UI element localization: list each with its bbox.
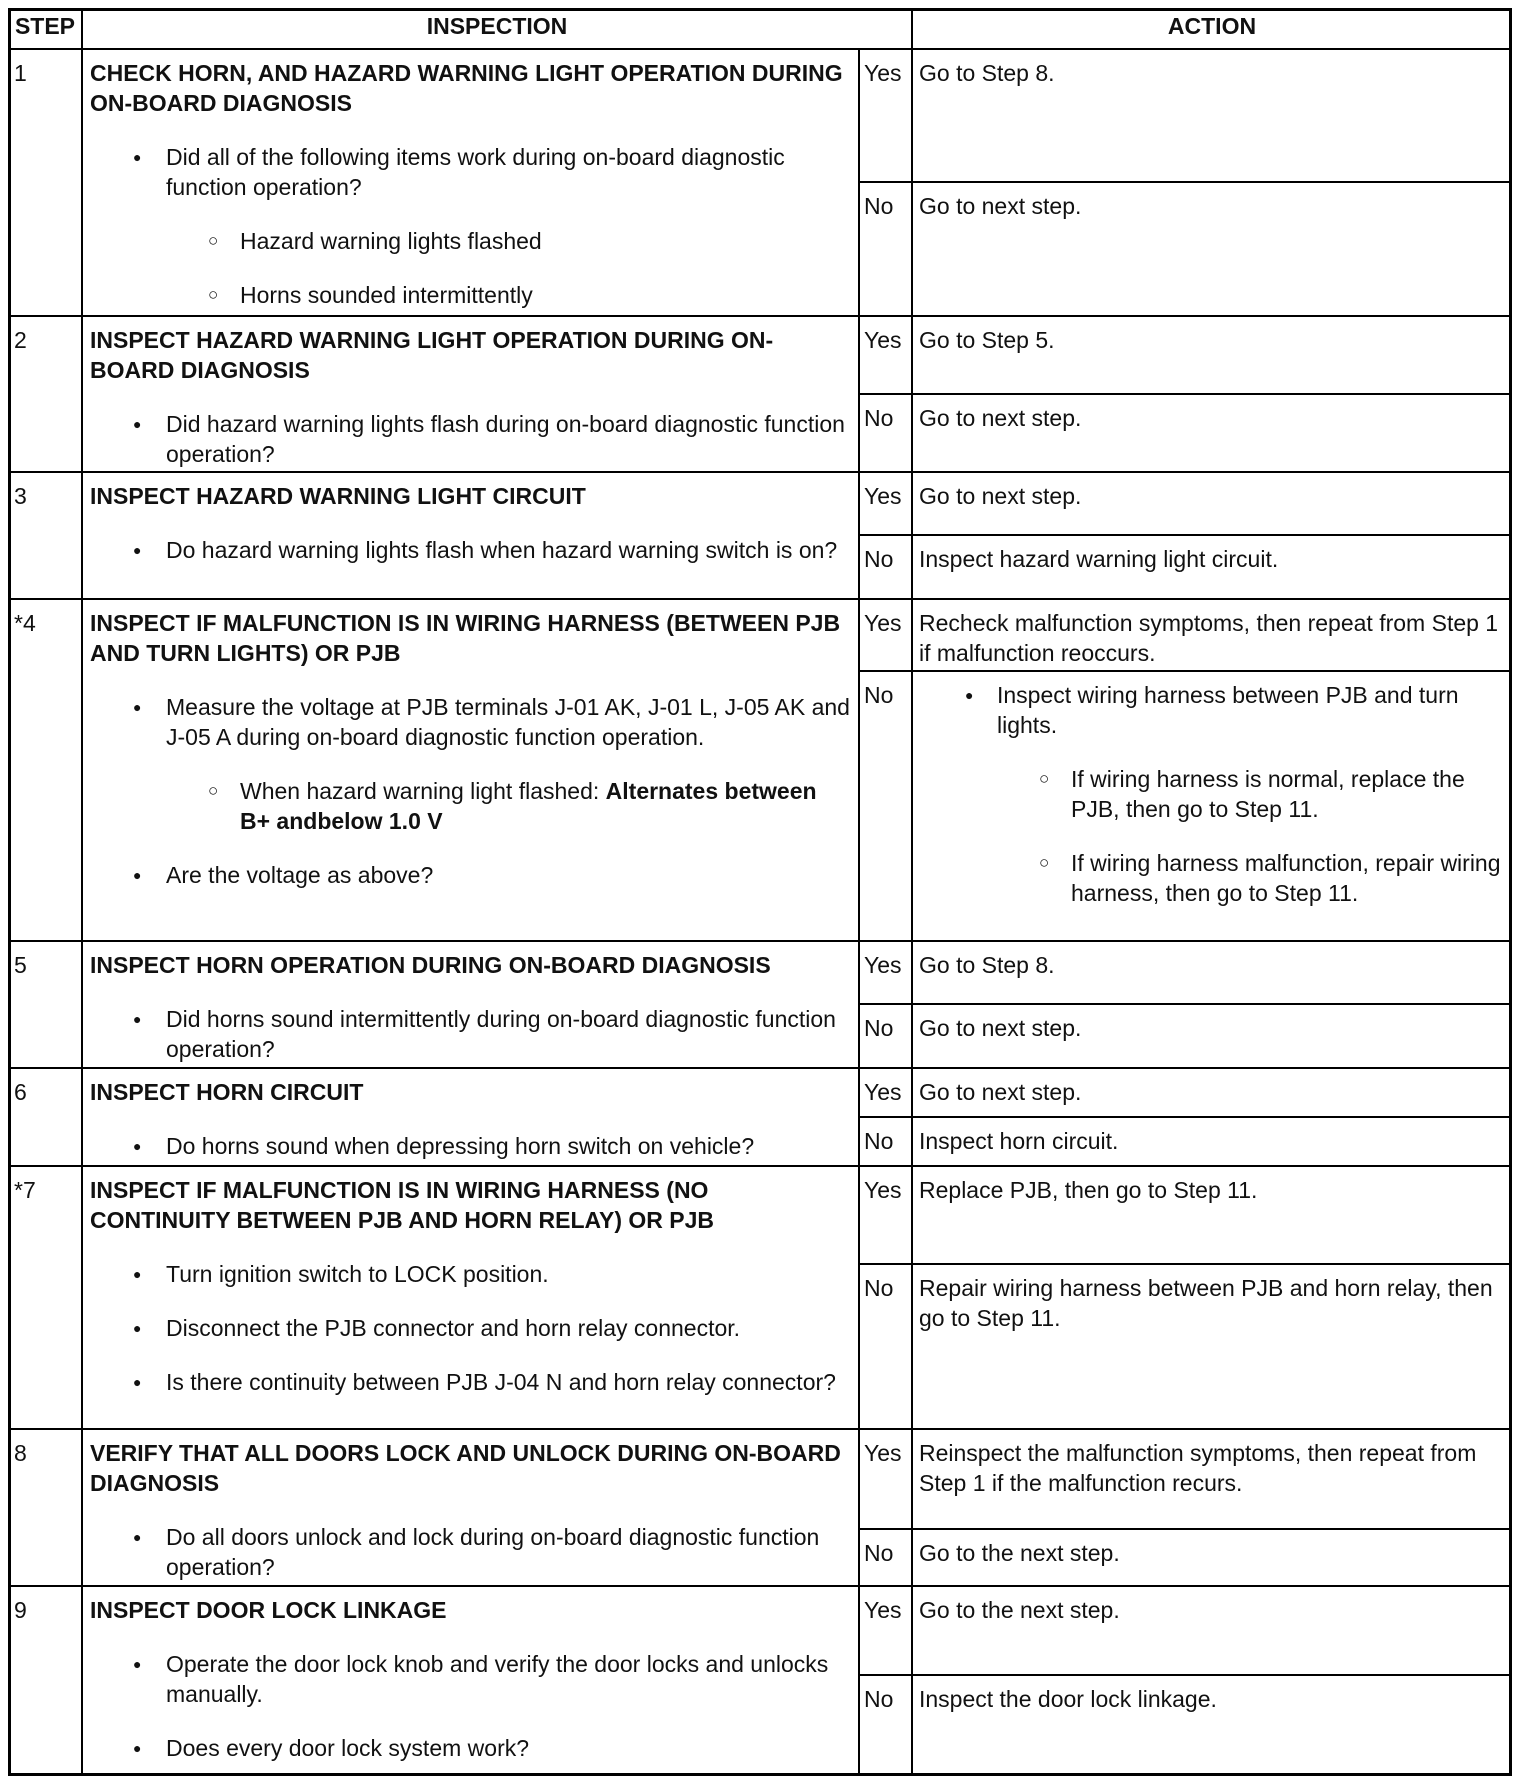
inspection-bullet: ● Is there continuity between PJB J-04 N and horn relay connector? [90, 1367, 850, 1397]
action-sub-bullet: ○ If wiring harness malfunction, repair wiring harness, then go to Step 11. [919, 848, 1506, 908]
inspection-bullet: ● Did all of the following items work during on-board diagnostic function operation? [90, 142, 850, 202]
yes-label: Yes [864, 327, 902, 353]
inspection-bullet: ● Disconnect the PJB connector and horn relay connector. [90, 1313, 850, 1343]
inspection-cell [83, 473, 858, 598]
inspection-title: CHECK HORN, AND HAZARD WARNING LIGHT OPERATION DURING ON-BOARD DIAGNOSIS [90, 60, 843, 116]
yes-label: Yes [864, 1079, 902, 1105]
step-number: *4 [14, 610, 36, 636]
yes-action: Recheck malfunction symptoms, then repeat from Step 1 if malfunction reoccurs. [919, 610, 1499, 666]
yes-action: Replace PJB, then go to Step 11. [919, 1177, 1258, 1203]
inspection-cell [83, 1167, 858, 1428]
inspection-bullet: ● Do hazard warning lights flash when hazard warning switch is on? [90, 535, 850, 565]
yes-action: Go to Step 5. [919, 327, 1055, 353]
step-number: 8 [14, 1440, 27, 1466]
no-action: Go to next step. [919, 193, 1082, 219]
no-action: Go to the next step. [919, 1540, 1120, 1566]
step-number: 3 [14, 483, 27, 509]
sub-bullet-bold-value: Alternates between B+ andbelow 1.0 V [240, 778, 817, 834]
header-action: ACTION [1167, 13, 1257, 39]
inspection-cell [83, 942, 858, 1067]
step-number: *7 [14, 1177, 36, 1203]
diagnostic-table [8, 8, 1512, 1776]
no-label: No [864, 546, 894, 572]
no-label: No [864, 1015, 894, 1041]
inspection-title: INSPECT HAZARD WARNING LIGHT CIRCUIT [90, 483, 586, 509]
yes-action: Go to Step 8. [919, 952, 1055, 978]
no-action: Go to next step. [919, 1015, 1082, 1041]
inspection-title: INSPECT HORN OPERATION DURING ON-BOARD DIAGNOSIS [90, 952, 771, 978]
no-label: No [864, 1540, 894, 1566]
action-sub-bullet: ○ If wiring harness is normal, replace the PJB, then go to Step 11. [919, 764, 1506, 824]
inspection-cell [83, 1069, 858, 1165]
inspection-bullet: ● Do all doors unlock and lock during on-board diagnostic function operation? [90, 1522, 850, 1582]
inspection-title: INSPECT HORN CIRCUIT [90, 1079, 364, 1105]
inspection-bullet: ● Operate the door lock knob and verify the door locks and unlocks manually. [90, 1649, 850, 1709]
no-action: Inspect horn circuit. [919, 1128, 1119, 1154]
inspection-bullet: ● Does every door lock system work? [90, 1733, 850, 1763]
yes-action: Go to next step. [919, 483, 1082, 509]
no-action: Go to next step. [919, 405, 1082, 431]
inspection-title: INSPECT IF MALFUNCTION IS IN WIRING HARNESS (BETWEEN PJB AND TURN LIGHTS) OR PJB [90, 610, 841, 666]
header-step: STEP [14, 13, 76, 39]
step-number: 6 [14, 1079, 27, 1105]
no-label: No [864, 193, 894, 219]
step-number: 1 [14, 60, 27, 86]
sub-bullet-text: When hazard warning light flashed: [240, 778, 606, 804]
inspection-title: INSPECT HAZARD WARNING LIGHT OPERATION DURING ON-BOARD DIAGNOSIS [90, 327, 774, 383]
inspection-bullet: ● Did hazard warning lights flash during on-board diagnostic function operation? [90, 409, 850, 469]
inspection-bullet: ● Measure the voltage at PJB terminals J-01 AK, J-01 L, J-05 AK and J-05 A during on-board diagnostic function operation. [90, 692, 850, 752]
no-label: No [864, 682, 894, 708]
inspection-cell [83, 1430, 858, 1585]
no-action: Repair wiring harness between PJB and horn relay, then go to Step 11. [919, 1275, 1493, 1331]
header-inspection: INSPECTION [426, 13, 568, 39]
yes-label: Yes [864, 610, 902, 636]
no-action [913, 672, 1512, 940]
inspection-bullet: ● Turn ignition switch to LOCK position. [90, 1259, 850, 1289]
no-label: No [864, 405, 894, 431]
inspection-bullet: ● Do horns sound when depressing horn switch on vehicle? [90, 1131, 850, 1161]
yes-label: Yes [864, 1440, 902, 1466]
inspection-cell [83, 1587, 858, 1774]
inspection-title: INSPECT DOOR LOCK LINKAGE [90, 1597, 447, 1623]
no-label: No [864, 1128, 894, 1154]
yes-action: Reinspect the malfunction symptoms, then repeat from Step 1 if the malfunction recurs. [919, 1440, 1477, 1496]
yes-label: Yes [864, 952, 902, 978]
inspection-cell [83, 600, 858, 940]
no-label: No [864, 1686, 894, 1712]
inspection-sub-bullet: ○ Horns sounded intermittently [90, 280, 850, 310]
yes-label: Yes [864, 60, 902, 86]
no-action: Inspect hazard warning light circuit. [919, 546, 1279, 572]
no-label: No [864, 1275, 894, 1301]
yes-label: Yes [864, 483, 902, 509]
yes-label: Yes [864, 1177, 902, 1203]
inspection-cell [83, 50, 858, 315]
yes-action: Go to the next step. [919, 1597, 1120, 1623]
action-bullet: ● Inspect wiring harness between PJB and turn lights. [919, 680, 1506, 740]
inspection-bullet: ● Are the voltage as above? [90, 860, 850, 890]
no-action: Inspect the door lock linkage. [919, 1686, 1217, 1712]
yes-label: Yes [864, 1597, 902, 1623]
inspection-bullet: ● Did horns sound intermittently during on-board diagnostic function operation? [90, 1004, 850, 1064]
inspection-cell [83, 317, 858, 471]
yes-action: Go to Step 8. [919, 60, 1055, 86]
inspection-sub-bullet [90, 776, 850, 836]
yes-action: Go to next step. [919, 1079, 1082, 1105]
step-number: 9 [14, 1597, 27, 1623]
step-number: 5 [14, 952, 27, 978]
step-number: 2 [14, 327, 27, 353]
inspection-title: VERIFY THAT ALL DOORS LOCK AND UNLOCK DURING ON-BOARD DIAGNOSIS [90, 1440, 841, 1496]
inspection-title: INSPECT IF MALFUNCTION IS IN WIRING HARNESS (NO CONTINUITY BETWEEN PJB AND HORN RELAY) OR PJB [90, 1177, 715, 1233]
inspection-sub-bullet: ○ Hazard warning lights flashed [90, 226, 850, 256]
